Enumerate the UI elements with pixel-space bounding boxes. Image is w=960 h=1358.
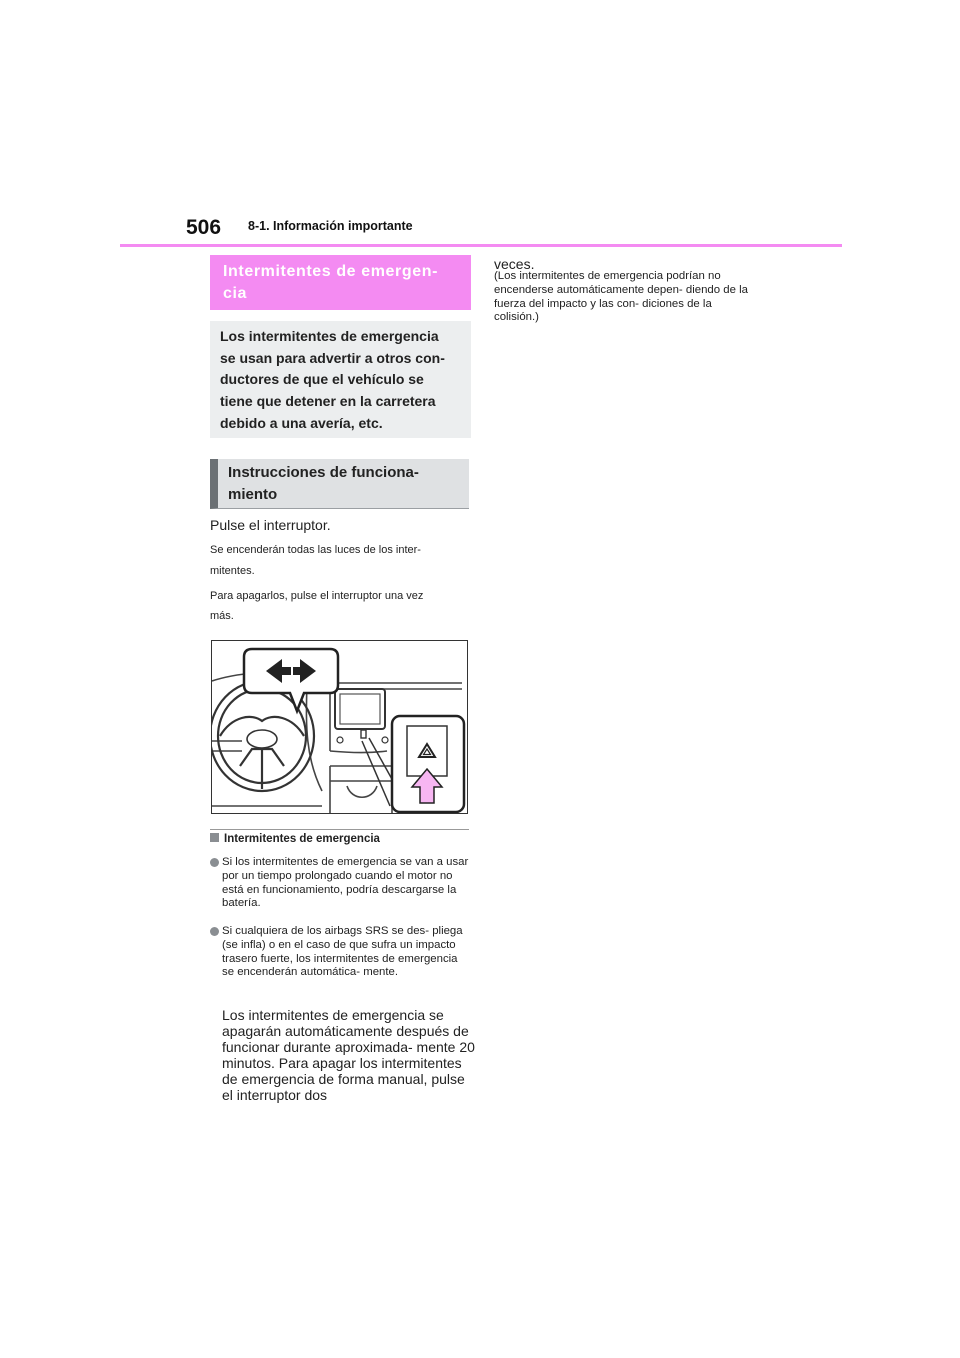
intro-line: Los intermitentes de emergencia xyxy=(220,328,439,344)
dashboard-illustration xyxy=(211,640,468,814)
note-bullet xyxy=(210,925,472,980)
page-number: 506 xyxy=(186,216,222,239)
section-header: 8-1. Información importante xyxy=(248,219,413,233)
instructions-para1-line1: Se encenderán todas las luces de los inter- xyxy=(210,544,421,556)
hazard-title-line2: cia xyxy=(223,285,248,302)
hazard-title-box xyxy=(210,255,471,310)
notes-heading xyxy=(210,833,380,845)
instructions-para2-line2: más. xyxy=(210,610,234,622)
intro-line: debido a una avería, etc. xyxy=(220,414,383,431)
instructions-para1-line2: mitentes. xyxy=(210,565,255,577)
note-right-first: veces. xyxy=(494,256,535,272)
note-bullet-text: Si cualquiera de los airbags SRS se des- pliega (se infla) o en el caso de que sufra un impacto trasero fuerte, los intermitentes de emergencia se encenderán automática- mente. xyxy=(222,925,463,979)
intro-line: se usan para advertir a otros con- xyxy=(220,349,445,366)
intro-line: tiene que detener en la carretera xyxy=(220,393,436,410)
hazard-switch-callout xyxy=(392,716,464,812)
bullet-dot-icon xyxy=(210,927,219,936)
bullet-dot-icon xyxy=(210,858,219,867)
instructions-title-box xyxy=(210,459,469,509)
instructions-para2-line1: Para apagarlos, pulse el interruptor una vez xyxy=(210,590,424,602)
instructions-title-line2: miento xyxy=(228,486,278,503)
dashboard-drawing xyxy=(212,641,467,813)
notes-heading-text: Intermitentes de emergencia xyxy=(224,833,380,845)
intro-line: ductores de que el vehículo se xyxy=(220,371,424,388)
hazard-intro-box xyxy=(210,321,471,438)
instructions-title-line1: Instrucciones de funciona- xyxy=(228,464,419,481)
hazard-title-line1: Intermitentes de emergen- xyxy=(223,263,439,280)
notes-divider xyxy=(210,829,469,830)
square-bullet-icon xyxy=(210,833,219,842)
note-bullet xyxy=(210,856,472,911)
note-continued-text: Los intermitentes de emergencia se apagarán automáticamente después de funcionar durante aproximada- mente 20 minutos. Para apagar los intermitentes de emergencia de forma manual, pulse el interruptor dos xyxy=(222,1007,475,1103)
instructions-lead: Pulse el interruptor. xyxy=(210,517,331,533)
note-right-text: (Los intermitentes de emergencia podrían no encenderse automáticamente depen- diendo de la fuerza del impacto y las con- diciones de la colisión.) xyxy=(494,270,748,324)
note-bullet-text: Si los intermitentes de emergencia se van a usar por un tiempo prolongado cuando el motor no está en funcionamiento, podría descargarse la batería. xyxy=(222,856,469,910)
header-rule xyxy=(120,244,842,247)
